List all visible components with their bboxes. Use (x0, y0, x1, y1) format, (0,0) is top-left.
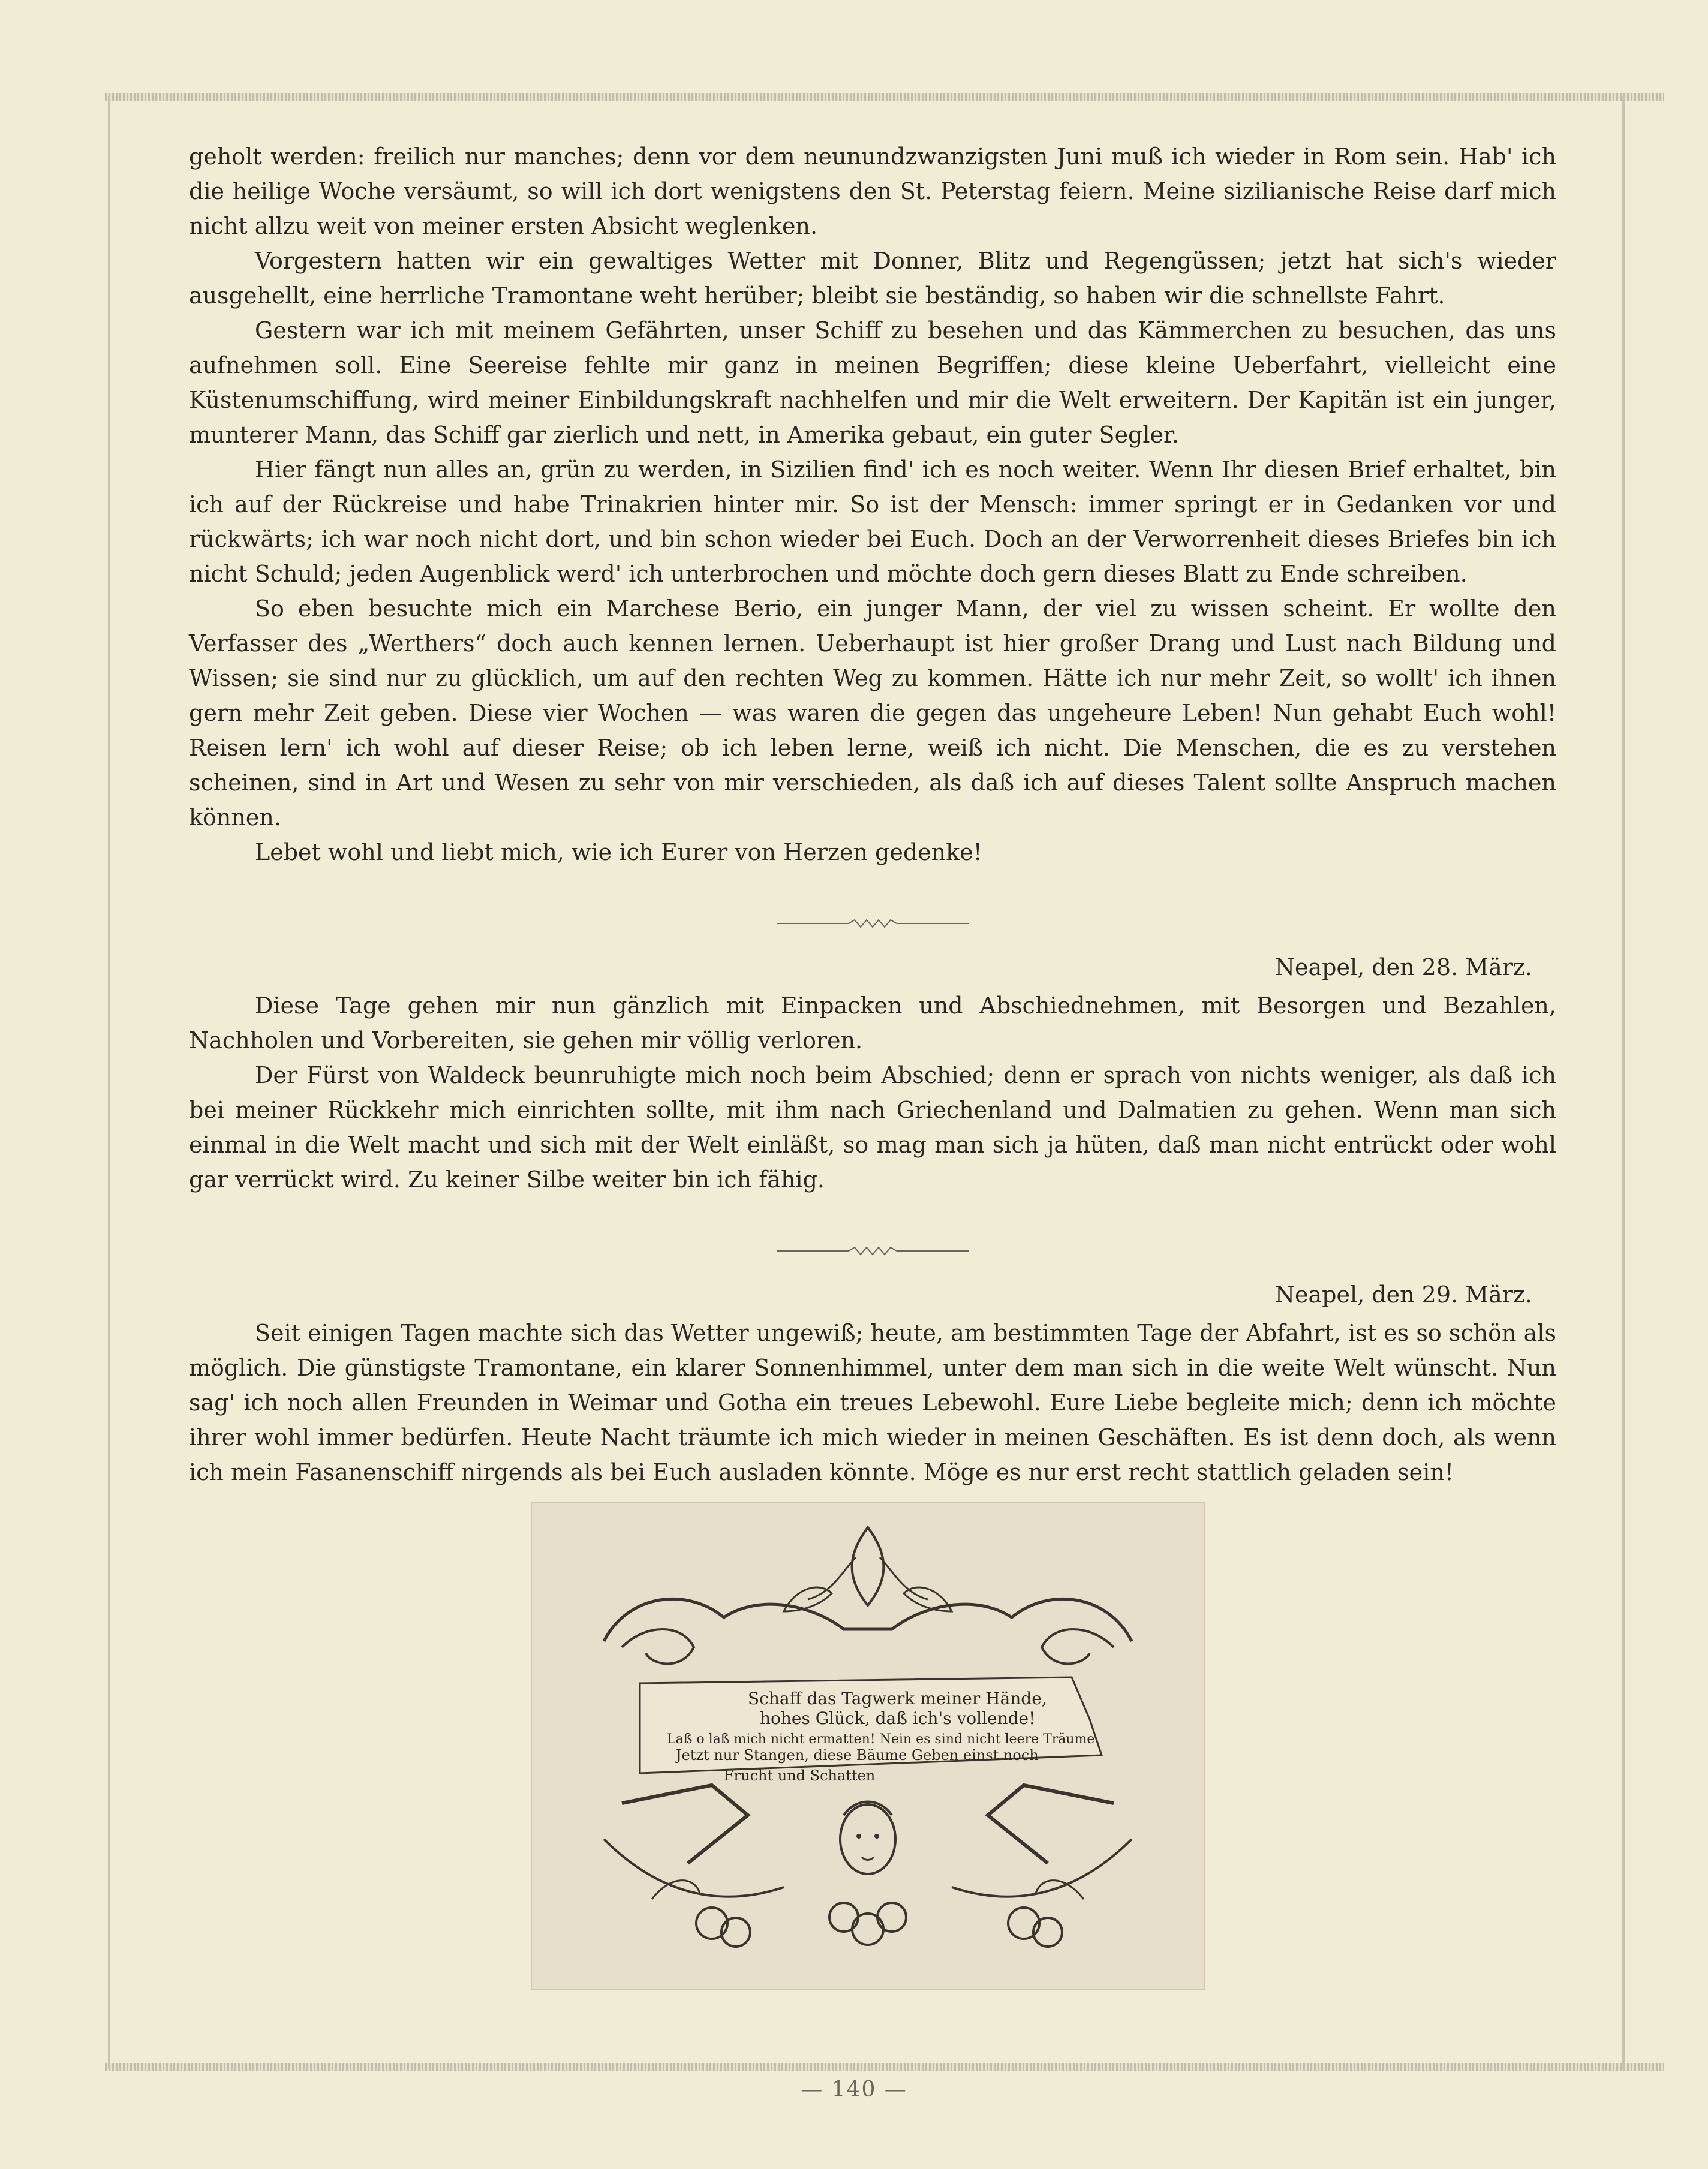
right-border-rule (1622, 96, 1625, 2069)
dateline: Neapel, den 28. März. (1274, 954, 1532, 980)
top-border-rule (105, 93, 1664, 101)
section-divider-ornament (777, 1239, 969, 1263)
paragraph: Seit einigen Tagen machte sich das Wetter ungewiß; heute, am bestimmten Tage der Abfahrt, ist es so schön als möglich. Die günstigste Tramontane, ein klarer Sonnenhimmel, unter dem man sich in die weite Welt wünscht. Nun sag' ich noch allen Freunden in Weimar und Gotha ein treues Lebewohl. Eure Liebe begleite mich; denn ich möchte ihrer wohl immer bedürfen. Heute Nacht träumte ich mich wieder in meinen Geschäften. Es ist denn doch, als wenn ich mein Fasanenschiff nirgends als bei Euch ausladen könnte. Möge es nur erst recht stattlich geladen sein! (189, 1320, 1556, 1485)
paragraph: Vorgestern hatten wir ein gewaltiges Wetter mit Donner, Blitz und Regengüssen; jetzt hat sich's wieder ausgehellt, eine herrliche Tramontane weht herüber; bleibt sie beständig, so haben wir die schnellste Fahrt. (189, 248, 1556, 309)
dateline: Neapel, den 29. März. (1274, 1281, 1532, 1308)
decorative-engraving-illustration (531, 1502, 1205, 1990)
paragraph: Der Fürst von Waldeck beunruhigte mich noch beim Abschied; denn er sprach von nichts weniger, als daß ich bei meiner Rückkehr mich einrichten sollte, mit ihm nach Griechenland und Dalmatien zu gehen. Wenn man sich einmal in die Welt macht und sich mit der Welt einläßt, so mag man sich ja hüten, daß man nicht entrückt oder wohl gar verrückt wird. Zu keiner Silbe weiter bin ich fähig. (189, 1062, 1556, 1193)
engraving-inscription-line: hohes Glück, daß ich's vollende! (760, 1708, 1036, 1728)
letter-march-29 (189, 1277, 1556, 1490)
paragraph: So eben besuchte mich ein Marchese Berio, ein junger Mann, der viel zu wissen scheint. Er wollte den Verfasser des „Werthers“ doch auch kennen lernen. Ueberhaupt ist hier großer Drang und Lust nach Bildung und Wissen; sie sind nur zu glücklich, um auf den rechten Weg zu kommen. Hätte ich nur mehr Zeit, so wollt' ich ihnen gern mehr Zeit geben. Diese vier Wochen — was waren die gegen das ungeheure Leben! Nun gehabt Euch wohl! Reisen lern' ich wohl auf dieser Reise; ob ich leben lerne, weiß ich nicht. Die Menschen, die es zu verstehen scheinen, sind in Art und Wesen zu sehr von mir verschieden, als daß ich auf dieses Talent sollte Anspruch machen können. (189, 595, 1556, 831)
engraving-inscription-line: Jetzt nur Stangen, diese Bäume Geben einst noch (676, 1747, 1039, 1764)
page-number: — 140 — (801, 2077, 907, 2102)
engraving-inscription-line: Laß o laß mich nicht ermatten! Nein es sind nicht leere Träume (667, 1732, 1095, 1747)
section-divider-ornament (777, 911, 969, 935)
main-text-column (189, 139, 1556, 1490)
paragraph: Lebet wohl und liebt mich, wie ich Eurer von Herzen gedenke! (255, 839, 982, 865)
bottom-border-rule (105, 2063, 1664, 2071)
paragraph: geholt werden: freilich nur manches; denn vor dem neunundzwanzigsten Juni muß ich wieder in Rom sein. Hab' ich die heilige Woche versäumt, so will ich dort wenigstens den St. Peterstag feiern. Meine sizilianische Reise darf mich nicht allzu weit von meiner ersten Absicht weglenken. (189, 143, 1556, 239)
paragraph: Diese Tage gehen mir nun gänzlich mit Einpacken und Abschiednehmen, mit Besorgen und Bezahlen, Nachholen und Vorbereiten, sie gehen mir völlig verloren. (189, 992, 1556, 1054)
paragraph: Gestern war ich mit meinem Gefährten, unser Schiff zu besehen und das Kämmerchen zu besuchen, das uns aufnehmen soll. Eine Seereise fehlte mir ganz in meinen Begriffen; diese kleine Ueberfahrt, vielleicht eine Küstenumschiffung, wird meiner Einbildungskraft nachhelfen und mir die Welt erweitern. Der Kapitän ist ein junger, munterer Mann, das Schiff gar zierlich und nett, in Amerika gebaut, ein guter Segler. (189, 317, 1556, 448)
letter-march-28 (189, 950, 1556, 1197)
engraving-inscription-line: Schaff das Tagwerk meiner Hände, (748, 1689, 1047, 1708)
paragraph: Hier fängt nun alles an, grün zu werden, in Sizilien find' ich es noch weiter. Wenn Ihr diesen Brief erhaltet, bin ich auf der Rückreise und habe Trinakrien hinter mir. So ist der Mensch: immer springt er in Gedanken vor und rückwärts; ich war noch nicht dort, und bin schon wieder bei Euch. Doch an der Verworrenheit dieses Briefes bin ich nicht Schuld; jeden Augenblick werd' ich unterbrochen und möchte doch gern dieses Blatt zu Ende schreiben. (189, 456, 1556, 587)
letter-continuation (189, 139, 1556, 870)
engraving-inscription-line: Frucht und Schatten (724, 1767, 876, 1784)
left-border-rule (108, 96, 110, 2069)
